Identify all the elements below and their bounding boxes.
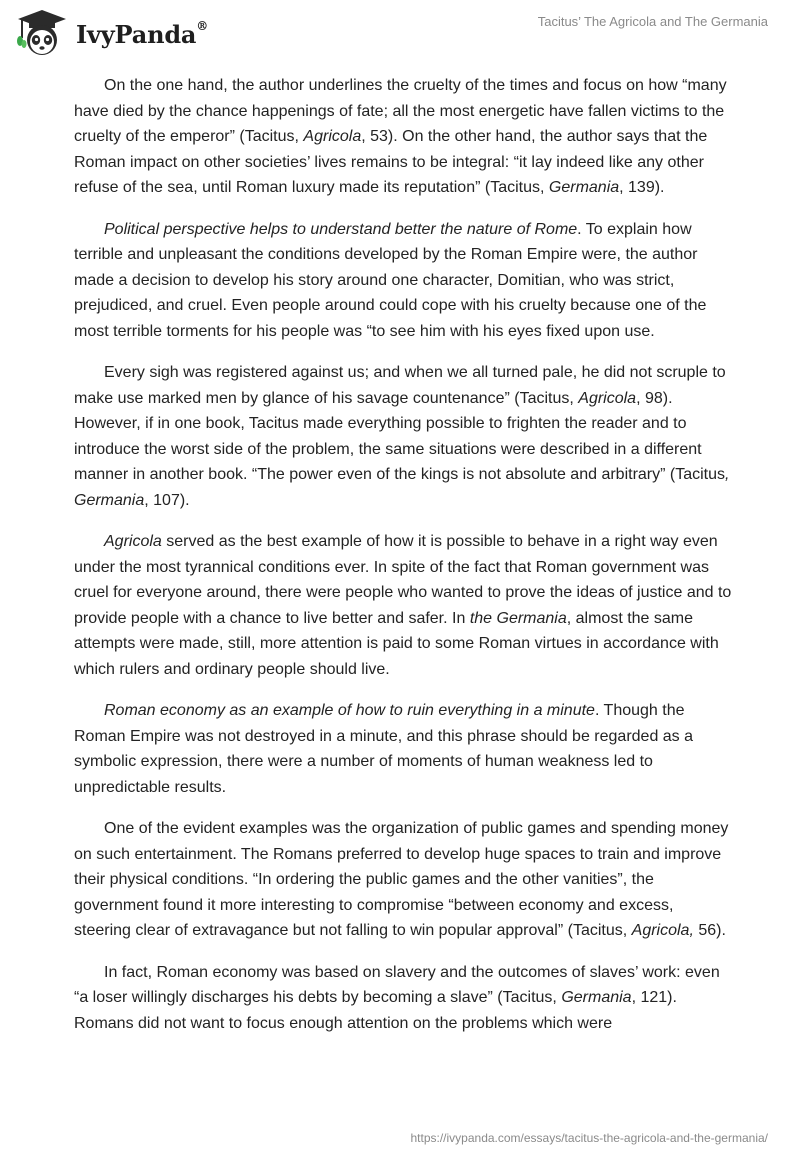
italic-text: Agricola, [631,922,694,939]
italic-text: Germania [548,179,620,196]
paragraph-text: . To explain how terrible and unpleasant the conditions developed by the Roman Empire were, the author made a decision to develop his story around one character, Domitian, who was strict, prejudiced, and cruel. Even people around could cope with his cruelty because one of the most terrible torments for his people was “to see him with his eyes fixed upon use. [74,220,707,340]
registered-mark: ® [196,18,209,33]
paragraph-text: , almost the same attempts were made, still, more attention is paid to some Roman virtues in accordance with which rulers and ordinary people should live. [74,609,719,678]
essay-paragraph [74,698,734,800]
italic-text: , Germania [74,466,730,509]
essay-paragraph [74,816,734,944]
paragraph-text: , 53). On the other hand, the author says that the Roman impact on other societies’ lives remains to be integral: “it lay indeed like any other refuse of the sea, until Roman luxury made its reputation” (Tacitus, [74,128,708,196]
paragraph-text: 56). [693,922,726,939]
italic-text: Agricola [578,389,637,407]
italic-text: Political perspective helps to understand better the nature of Rome [104,220,578,238]
paragraph-text: Every sigh was registered against us; and when we all turned pale, he did not scruple to make use marked men by glance of his savage countenance” (Tacitus, [74,364,726,407]
brand-name: IvyPanda® [76,18,209,49]
paragraph-text: , 107). [144,491,190,509]
panda-graduation-cap-icon [14,8,70,58]
essay-body [74,73,734,1052]
paragraph-text: , 139). [619,179,665,196]
essay-paragraph [74,529,734,682]
essay-paragraph [74,217,734,345]
essay-paragraph [74,360,734,513]
paragraph-text: . Though the Roman Empire was not destroyed in a minute, and this phrase should be regarded as a symbolic expression, there were a number of moments of human weakness led to unpredictable results. [74,702,694,796]
ivypanda-logo[interactable] [14,8,208,58]
page-header [0,0,800,70]
italic-text: Agricola [303,128,362,145]
paragraph-text: In fact, Roman economy was based on slavery and the outcomes of slaves’ work: even “a loser willingly discharges his debts by becoming a slave” (Tacitus, [74,963,720,1006]
essay-paragraph [74,73,734,201]
source-url[interactable]: https://ivypanda.com/essays/tacitus-the-agricola-and-the-germania/ [410,1131,768,1145]
paragraph-text: , 98). However, if in one book, Tacitus made everything possible to frighten the reader and to introduce the worst side of the problem, the same situations were described in a different manner in another book. “The power even of the kings is not absolute and arbitrary” (Tacitus [74,389,726,483]
paragraph-text: served as the best example of how it is possible to behave in a right way even under the most tyrannical conditions ever. In spite of the fact that Roman government was cruel for everyone around, there were people who wanted to prove the ideas of justice and to provide people with a chance to live better and safer. In [74,533,732,627]
document-title: Tacitus’ The Agricola and The Germania [537,14,768,29]
paragraph-text: On the one hand, the author underlines the cruelty of the times and focus on how “many have died by the chance happenings of fate; all the most energetic have fallen victims to the cruelty of the emperor” (Tacitus, [74,77,727,145]
italic-text: the Germania [469,609,567,627]
essay-paragraph [74,960,734,1037]
paragraph-text: One of the evident examples was the organization of public games and spending money on such entertainment. The Romans preferred to develop huge spaces to train and improve their physical conditions. “In ordering the public games and the other vanities”, the government found it more interesting to compromise “between economy and excess, steering clear of extravagance but not falling to win popular approval” (Tacitus, [74,820,729,939]
paragraph-text: , 121). Romans did not want to focus enough attention on the problems which were [74,989,677,1032]
italic-text: Roman economy as an example of how to ruin everything in a minute [104,702,595,719]
italic-text: Agricola [104,533,162,550]
italic-text: Germania [561,989,632,1006]
